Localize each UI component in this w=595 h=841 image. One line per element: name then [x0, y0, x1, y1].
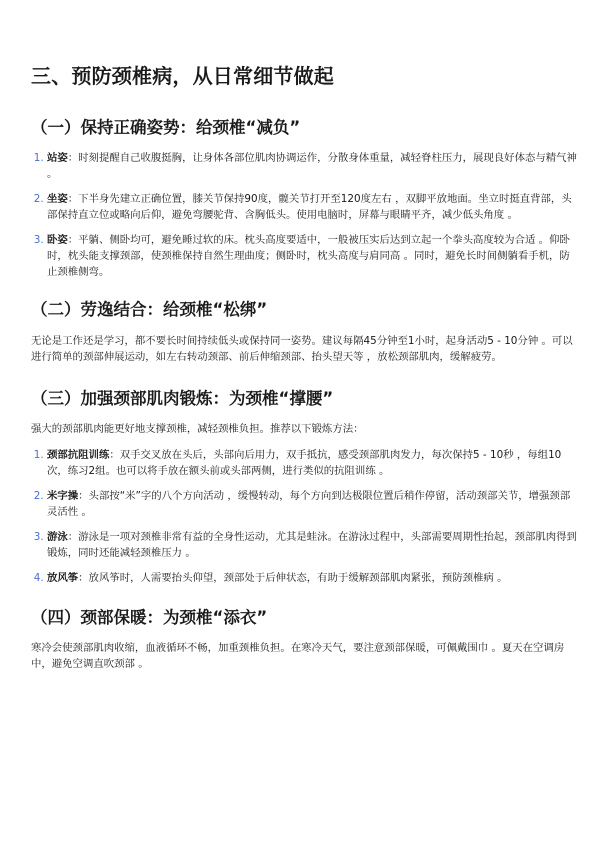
list-item-term: 游泳 [47, 531, 68, 543]
list-item-standing [47, 150, 579, 182]
posture-list [31, 150, 579, 280]
list-item-resistance [47, 447, 579, 479]
section-paragraph-warmth: 寒冷会使颈部肌肉收缩，血液循环不畅，加重颈椎负担。在寒冷天气，要注意颈部保暖，可佩戴围巾 。夏天在空调房中，避免空调直吹颈部 。 [31, 642, 565, 670]
list-item-kite [47, 570, 579, 586]
exercise-list [31, 447, 579, 586]
list-item-term: 坐姿 [47, 193, 68, 205]
list-item-term: 卧姿 [47, 234, 68, 246]
list-item-text: ：时刻提醒自己收腹挺胸，让身体各部位肌肉协调运作，分散身体重量，减轻脊柱压力，展现良好体态与精气神 。 [47, 152, 577, 180]
list-item-lying [47, 232, 579, 280]
section-heading-rest: （二）劳逸结合：给颈椎“松绑” [31, 300, 268, 319]
list-item-swimming [47, 529, 579, 561]
section-paragraph-exercise: 强大的颈部肌肉能更好地支撑颈椎，减轻颈椎负担。推荐以下锻炼方法： [31, 423, 364, 435]
section-heading-exercise: （三）加强颈部肌肉锻炼：为颈椎“撑腰” [31, 389, 334, 408]
list-item-sitting [47, 191, 579, 223]
page-title: 三、预防颈椎病，从日常细节做起 [31, 64, 334, 88]
list-item-term: 放风筝 [47, 572, 79, 584]
list-item-term: 颈部抗阻训练 [47, 449, 110, 461]
list-item-mi-exercise [47, 488, 579, 520]
list-item-text: ：平躺、侧卧均可，避免睡过软的床。枕头高度要适中，一般被压实后达到立起一个拳头高度较为合适 。仰卧时，枕头能支撑颈部，使颈椎保持自然生理曲度；侧卧时，枕头高度与肩同高 。同时，避免长时间侧躺看手机，防止颈椎侧弯。 [47, 234, 570, 278]
list-item-term: 站姿 [47, 152, 68, 164]
section-paragraph-rest: 无论是工作还是学习，都不要长时间持续低头或保持同一姿势。建议每隔45分钟至1小时，起身活动5 - 10分钟 。可以进行简单的颈部伸展运动，如左右转动颈部、前后伸缩颈部、抬头望天等 ，放松颈部肌肉，缓解疲劳。 [31, 335, 573, 363]
list-item-text: ：下半身先建立正确位置，膝关节保持90度，髋关节打开至120度左右 ，双脚平放地面。坐立时挺直背部，头部保持直立位或略向后仰，避免弯腰驼背、含胸低头。使用电脑时，屏幕与眼睛平齐，减少低头角度 。 [47, 193, 572, 221]
section-heading-posture: （一）保持正确姿势：给颈椎“减负” [31, 118, 301, 137]
list-item-text: ：头部按“米”字的八个方向活动 ，缓慢转动，每个方向到达极限位置后稍作停留，活动颈部关节，增强颈部灵活性 。 [47, 490, 571, 518]
list-item-text: ：双手交叉放在头后，头部向后用力，双手抵抗，感受颈部肌肉发力，每次保持5 - 10秒 ，每组10次，练习2组。也可以将手放在额头前或头部两侧，进行类似的抗阻训练 。 [47, 449, 562, 477]
list-item-text: ：游泳是一项对颈椎非常有益的全身性运动，尤其是蛙泳。在游泳过程中，头部需要周期性抬起，颈部肌肉得到锻炼，同时还能减轻颈椎压力 。 [47, 531, 577, 559]
list-item-term: 米字操 [47, 490, 79, 502]
list-item-text: ：放风筝时，人需要抬头仰望，颈部处于后伸状态，有助于缓解颈部肌肉紧张，预防颈椎病 。 [78, 572, 508, 584]
section-heading-warmth: （四）颈部保暖：为颈椎“添衣” [31, 608, 268, 627]
